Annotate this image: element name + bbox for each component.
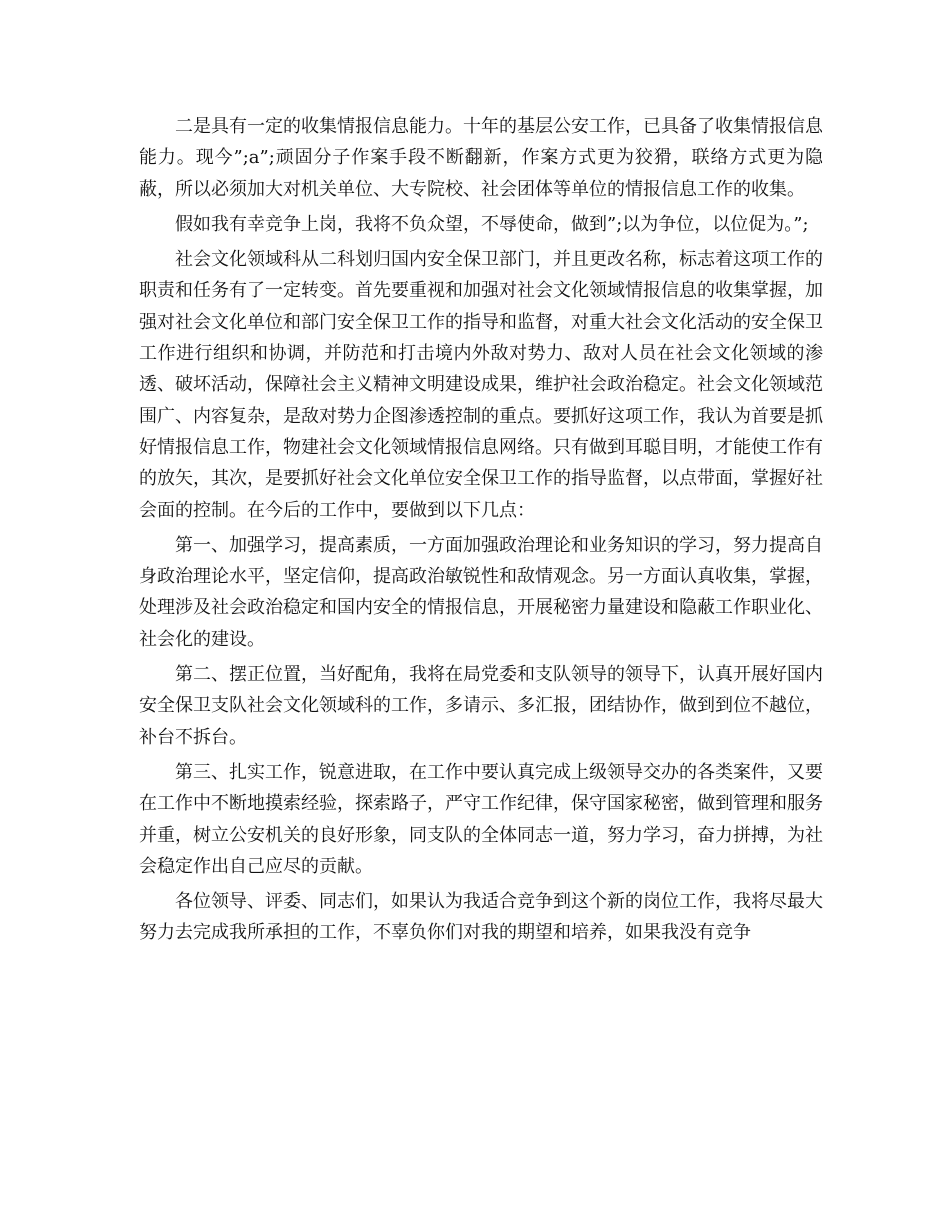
- paragraph-intelligence-ability: 二是具有一定的收集情报信息能力。十年的基层公安工作，已具备了收集情报信息能力。现今”;a”;顽固分子作案手段不断翻新，作案方式更为狡猾，联络方式更为隐蔽，所以必须加大对机关单位、大专院校、社会团体等单位的情报信息工作的收集。: [139, 116, 823, 200]
- paragraph-commitment: 假如我有幸竞争上岗，我将不负众望，不辱使命，做到”;以为争位，以位促为。”;: [175, 213, 809, 235]
- document-body: [139, 111, 823, 953]
- paragraph-point-two: 第二、摆正位置，当好配角，我将在局党委和支队领导的领导下，认真开展好国内安全保卫支队社会文化领域科的工作，多请示、多汇报，团结协作，做到到位不越位，补台不拆台。: [139, 664, 823, 748]
- paragraph-point-one: 第一、加强学习，提高素质，一方面加强政治理论和业务知识的学习，努力提高自身政治理论水平，坚定信仰，提高政治敏锐性和敌情观念。另一方面认真收集，掌握，处理涉及社会政治稳定和国内安全的情报信息，开展秘密力量建设和隐蔽工作职业化、社会化的建设。: [139, 534, 823, 650]
- paragraph-department-overview: 社会文化领域科从二科划归国内安全保卫部门，并且更改名称，标志着这项工作的职责和任务有了一定转变。首先要重视和加强对社会文化领域情报信息的收集掌握，加强对社会文化单位和部门安全保卫工作的指导和监督，对重大社会文化活动的安全保卫工作进行组织和协调，并防范和打击境内外敌对势力、敌对人员在社会文化领域的渗透、破坏活动，保障社会主义精神文明建设成果，维护社会政治稳定。社会文化领域范围广、内容复杂，是敌对势力企图渗透控制的重点。要抓好这项工作，我认为首要是抓好情报信息工作，物建社会文化领域情报信息网络。只有做到耳聪目明，才能使工作有的放矢，其次，是要抓好社会文化单位安全保卫工作的指导监督，以点带面，掌握好社会面的控制。在今后的工作中，要做到以下几点：: [139, 249, 823, 521]
- paragraph-closing: 各位领导、评委、同志们，如果认为我适合竞争到这个新的岗位工作，我将尽最大努力去完成我所承担的工作，不辜负你们对我的期望和培养，如果我没有竞争: [139, 891, 823, 944]
- paragraph-point-three: 第三、扎实工作，锐意进取，在工作中要认真完成上级领导交办的各类案件，又要在工作中不断地摸索经验，探索路子，严守工作纪律，保守国家秘密，做到管理和服务并重，树立公安机关的良好形象，同支队的全体同志一道，努力学习，奋力拼搏，为社会稳定作出自己应尽的贡献。: [139, 761, 823, 877]
